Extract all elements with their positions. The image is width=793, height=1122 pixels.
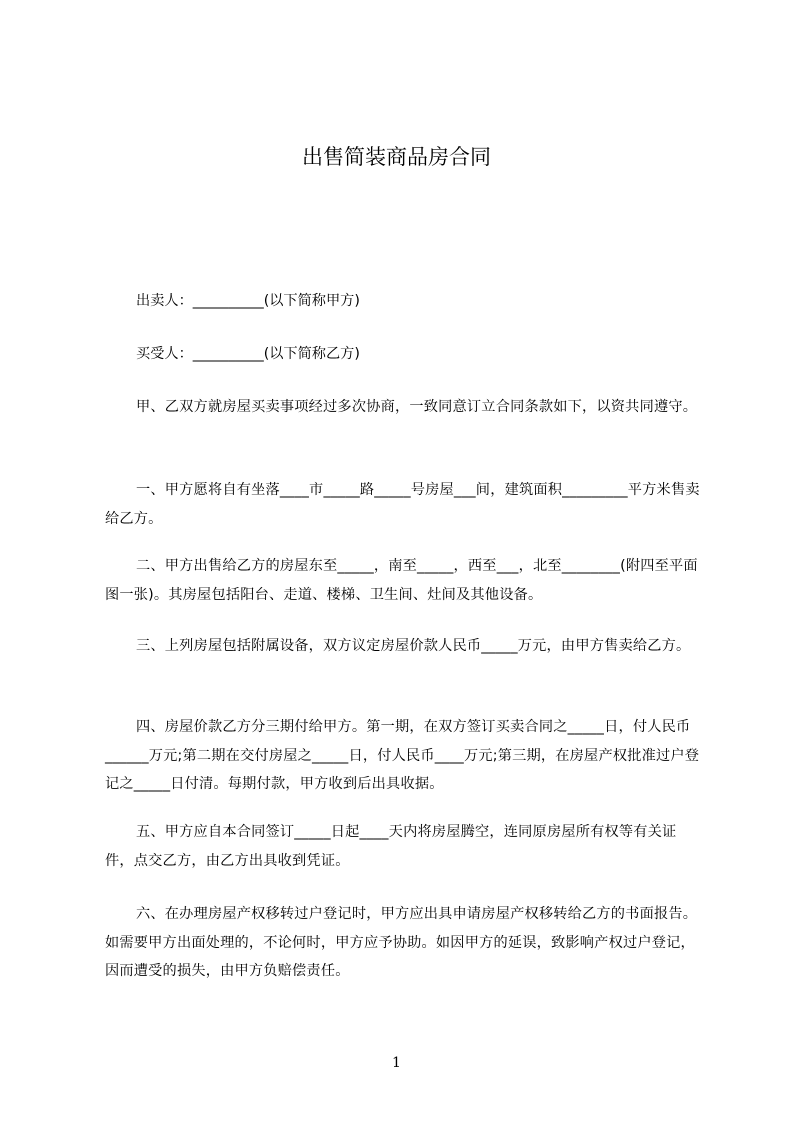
paragraph-clause-2: 二、甲方出售给乙方的房屋东至_____，南至_____，西至___，北至________(附四至平面图一张)。其房屋包括阳台、走道、楼梯、卫生间、灶间及其他设备。 [105, 558, 698, 603]
paragraph-clause-6: 六、在办理房屋产权移转过户登记时，甲方应出具申请房屋产权移转给乙方的书面报告。如需要甲方出面处理的，不论何时，甲方应予协助。如因甲方的延误，致影响产权过户登记，因而遭受的损失，由甲方负赔偿责任。 [105, 906, 698, 979]
paragraph-clause-4: 四、房屋价款乙方分三期付给甲方。第一期，在双方签订买卖合同之_____日，付人民币______万元;第二期在交付房屋之_____日，付人民币____万元;第三期，在房屋产权批准过户登记之_____日付清。每期付款，甲方收到后出具收据。 [105, 719, 700, 792]
paragraph-preamble: 甲、乙双方就房屋买卖事项经过多次协商，一致同意订立合同条款如下，以资共同遵守。 [136, 399, 698, 415]
paragraph-clause-5: 五、甲方应自本合同签订_____日起____天内将房屋腾空，连同原房屋所有权等有关证件，点交乙方，由乙方出具收到凭证。 [105, 824, 677, 869]
paragraph-clause-1: 一、甲方愿将自有坐落____市_____路_____号房屋___间，建筑面积_________平方米售卖给乙方。 [105, 482, 700, 527]
seller-line: 出卖人：__________(以下简称甲方) [136, 293, 360, 309]
buyer-line: 买受人：__________(以下简称乙方) [136, 346, 360, 362]
paragraph-clause-3: 三、上列房屋包括附属设备，双方议定房屋价款人民币_____万元，由甲方售卖给乙方。 [136, 638, 691, 654]
document-title: 出售简装商品房合同 [302, 145, 491, 169]
page-number: 1 [392, 1055, 401, 1071]
